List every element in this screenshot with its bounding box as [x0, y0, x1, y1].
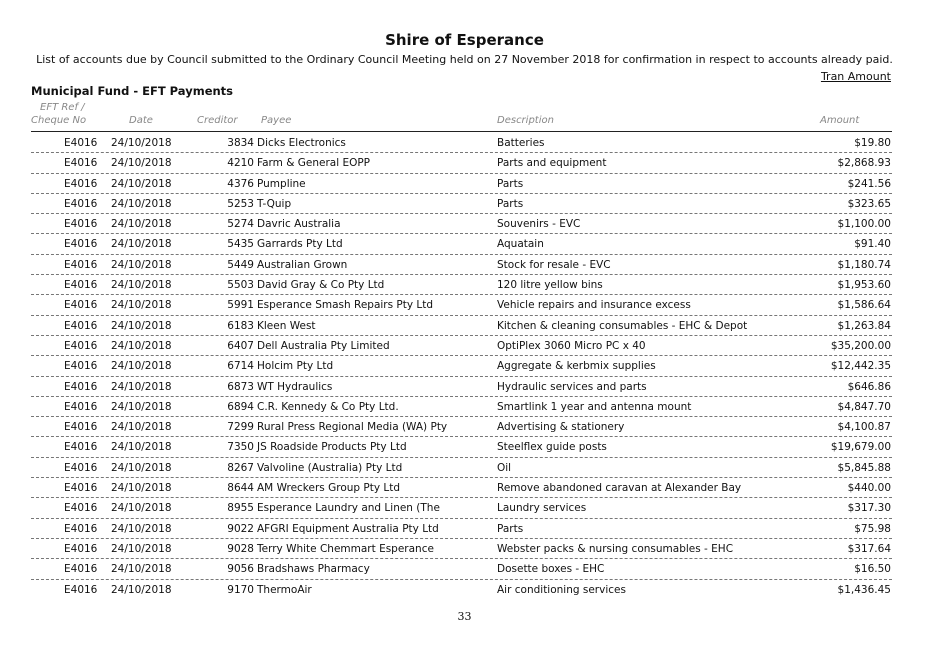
payee-cell: Dell Australia Pty Limited	[257, 339, 390, 352]
eft-ref-cell: E4016	[64, 502, 98, 515]
description-cell: Laundry services	[497, 502, 587, 515]
eft-ref-cell: E4016	[64, 299, 98, 312]
description-cell: Dosette boxes - EHC	[497, 563, 605, 576]
document-subtitle: List of accounts due by Council submitted to the Ordinary Council Meeting held on 27 November 2018 for confirmation in respect to accounts already paid.	[36, 53, 893, 66]
payee-cell: Rural Press Regional Media (WA) Pty	[257, 421, 448, 434]
creditor-cell: 5253	[227, 197, 254, 210]
description-cell: Kitchen & cleaning consumables - EHC & Depot	[497, 319, 748, 332]
eft-ref-cell: E4016	[64, 137, 98, 149]
date-cell: 24/10/2018	[111, 319, 172, 332]
creditor-cell: 8955	[227, 502, 254, 515]
payee-cell: Australian Grown	[257, 258, 348, 271]
creditor-cell: 6873	[227, 380, 254, 393]
eft-ref-cell: E4016	[64, 563, 98, 576]
table-row	[31, 316, 892, 336]
description-cell: Vehicle repairs and insurance excess	[497, 299, 691, 312]
eft-ref-cell: E4016	[64, 380, 98, 393]
amount-cell: $4,847.70	[837, 400, 891, 413]
payee-cell: Holcim Pty Ltd	[257, 360, 334, 373]
description-cell: Stock for resale - EVC	[497, 258, 611, 271]
table-row	[31, 377, 892, 397]
eft-ref-cell: E4016	[64, 177, 98, 190]
table-row	[31, 194, 892, 214]
description-cell: Souvenirs - EVC	[497, 218, 581, 231]
amount-cell: $1,436.45	[837, 583, 891, 596]
payee-cell: Garrards Pty Ltd	[257, 238, 343, 251]
date-cell: 24/10/2018	[111, 157, 172, 170]
table-row	[31, 174, 892, 194]
column-header-payee: Payee	[261, 115, 292, 126]
table-row	[31, 559, 892, 579]
date-cell: 24/10/2018	[111, 218, 172, 231]
creditor-cell: 5991	[227, 299, 254, 312]
amount-cell: $323.65	[847, 197, 891, 210]
payee-cell: Farm & General EOPP	[257, 157, 371, 170]
payee-cell: Valvoline (Australia) Pty Ltd	[257, 461, 403, 474]
table-row	[31, 397, 892, 417]
creditor-cell: 9056	[227, 563, 254, 576]
table-row	[31, 153, 892, 173]
date-cell: 24/10/2018	[111, 258, 172, 271]
amount-cell: $12,442.35	[830, 360, 891, 373]
payee-cell: JS Roadside Products Pty Ltd	[257, 441, 407, 454]
table-row	[31, 478, 892, 498]
creditor-cell: 9028	[227, 542, 254, 555]
creditor-cell: 5449	[227, 258, 254, 271]
payments-table	[31, 133, 892, 599]
amount-cell: $317.30	[847, 502, 891, 515]
payee-cell: Kleen West	[257, 319, 316, 332]
description-cell: Air conditioning services	[497, 583, 626, 596]
date-cell: 24/10/2018	[111, 238, 172, 251]
table-row	[31, 295, 892, 315]
fund-heading: Municipal Fund - EFT Payments	[31, 84, 234, 98]
amount-cell: $4,100.87	[837, 421, 891, 434]
eft-ref-cell: E4016	[64, 542, 98, 555]
eft-ref-cell: E4016	[64, 441, 98, 454]
amount-cell: $646.86	[847, 380, 891, 393]
amount-cell: $35,200.00	[830, 339, 891, 352]
table-row	[31, 356, 892, 376]
column-header-creditor: Creditor	[197, 115, 238, 126]
description-cell: Parts and equipment	[497, 157, 607, 170]
eft-ref-cell: E4016	[64, 258, 98, 271]
payee-cell: AFGRI Equipment Australia Pty Ltd	[257, 522, 439, 535]
table-row	[31, 336, 892, 356]
date-cell: 24/10/2018	[111, 421, 172, 434]
creditor-cell: 9022	[227, 522, 254, 535]
table-row	[31, 133, 892, 153]
table-row	[31, 234, 892, 254]
payee-cell: Esperance Smash Repairs Pty Ltd	[257, 299, 434, 312]
payee-cell: ThermoAir	[257, 583, 312, 596]
date-cell: 24/10/2018	[111, 177, 172, 190]
date-cell: 24/10/2018	[111, 441, 172, 454]
eft-ref-cell: E4016	[64, 522, 98, 535]
eft-ref-cell: E4016	[64, 238, 98, 251]
eft-ref-cell: E4016	[64, 197, 98, 210]
eft-ref-cell: E4016	[64, 421, 98, 434]
table-row	[31, 498, 892, 518]
payee-cell: Dicks Electronics	[257, 137, 346, 149]
creditor-cell: 5274	[227, 218, 254, 231]
amount-cell: $16.50	[854, 563, 891, 576]
payee-cell: Bradshaws Pharmacy	[257, 563, 370, 576]
description-cell: Advertising & stationery	[497, 421, 625, 434]
creditor-cell: 8267	[227, 461, 254, 474]
table-row	[31, 417, 892, 437]
eft-ref-cell: E4016	[64, 360, 98, 373]
amount-cell: $19.80	[854, 137, 891, 149]
payee-cell: Esperance Laundry and Linen (The	[257, 502, 440, 515]
date-cell: 24/10/2018	[111, 482, 172, 495]
table-row	[31, 539, 892, 559]
description-cell: Webster packs & nursing consumables - EHC	[497, 542, 734, 555]
column-header-ref-line2: Cheque No	[31, 115, 87, 126]
creditor-cell: 6407	[227, 339, 254, 352]
creditor-cell: 6183	[227, 319, 254, 332]
payee-cell: T-Quip	[257, 197, 292, 210]
eft-ref-cell: E4016	[64, 400, 98, 413]
amount-cell: $1,953.60	[837, 279, 891, 292]
description-cell: Steelflex guide posts	[497, 441, 607, 454]
date-cell: 24/10/2018	[111, 339, 172, 352]
amount-cell: $5,845.88	[837, 461, 891, 474]
date-cell: 24/10/2018	[111, 380, 172, 393]
description-cell: Parts	[497, 522, 524, 535]
creditor-cell: 7299	[227, 421, 254, 434]
creditor-cell: 8644	[227, 482, 254, 495]
creditor-cell: 6894	[227, 400, 254, 413]
tran-amount-label: Tran Amount	[820, 70, 891, 83]
amount-cell: $19,679.00	[830, 441, 891, 454]
amount-cell: $317.64	[847, 542, 891, 555]
table-row	[31, 458, 892, 478]
table-row	[31, 519, 892, 539]
payee-cell: WT Hydraulics	[257, 380, 333, 393]
date-cell: 24/10/2018	[111, 522, 172, 535]
creditor-cell: 4376	[227, 177, 254, 190]
table-row	[31, 580, 892, 599]
description-cell: Parts	[497, 177, 524, 190]
column-header-description: Description	[497, 115, 554, 126]
payee-cell: David Gray & Co Pty Ltd	[257, 279, 385, 292]
date-cell: 24/10/2018	[111, 461, 172, 474]
eft-ref-cell: E4016	[64, 339, 98, 352]
description-cell: Remove abandoned caravan at Alexander Bay	[497, 482, 742, 495]
date-cell: 24/10/2018	[111, 502, 172, 515]
date-cell: 24/10/2018	[111, 542, 172, 555]
amount-cell: $91.40	[854, 238, 891, 251]
date-cell: 24/10/2018	[111, 197, 172, 210]
date-cell: 24/10/2018	[111, 400, 172, 413]
amount-cell: $75.98	[854, 522, 891, 535]
column-header-amount: Amount	[820, 115, 860, 126]
date-cell: 24/10/2018	[111, 299, 172, 312]
payee-cell: AM Wreckers Group Pty Ltd	[257, 482, 401, 495]
table-row	[31, 437, 892, 457]
eft-ref-cell: E4016	[64, 279, 98, 292]
date-cell: 24/10/2018	[111, 583, 172, 596]
page-number: 33	[457, 610, 472, 623]
creditor-cell: 5503	[227, 279, 254, 292]
eft-ref-cell: E4016	[64, 482, 98, 495]
date-cell: 24/10/2018	[111, 360, 172, 373]
description-cell: Aggregate & kerbmix supplies	[497, 360, 656, 373]
description-cell: OptiPlex 3060 Micro PC x 40	[497, 339, 646, 352]
description-cell: Hydraulic services and parts	[497, 380, 647, 393]
date-cell: 24/10/2018	[111, 137, 172, 149]
table-row	[31, 214, 892, 234]
description-cell: Oil	[497, 461, 512, 474]
payee-cell: Davric Australia	[257, 218, 341, 231]
amount-cell: $1,100.00	[837, 218, 891, 231]
description-cell: Aquatain	[497, 238, 544, 251]
eft-ref-cell: E4016	[64, 583, 98, 596]
description-cell: Parts	[497, 197, 524, 210]
creditor-cell: 6714	[227, 360, 254, 373]
column-header-ref-line1: EFT Ref /	[40, 102, 85, 113]
table-row	[31, 275, 892, 295]
eft-ref-cell: E4016	[64, 461, 98, 474]
creditor-cell: 3834	[227, 137, 254, 149]
creditor-cell: 4210	[227, 157, 254, 170]
eft-ref-cell: E4016	[64, 319, 98, 332]
description-cell: Smartlink 1 year and antenna mount	[497, 400, 692, 413]
amount-cell: $241.56	[847, 177, 891, 190]
payee-cell: Terry White Chemmart Esperance	[257, 542, 434, 555]
amount-cell: $1,586.64	[837, 299, 891, 312]
date-cell: 24/10/2018	[111, 563, 172, 576]
payee-cell: C.R. Kennedy & Co Pty Ltd.	[257, 400, 399, 413]
creditor-cell: 9170	[227, 583, 254, 596]
column-header-date: Date	[129, 115, 153, 126]
date-cell: 24/10/2018	[111, 279, 172, 292]
creditor-cell: 5435	[227, 238, 254, 251]
creditor-cell: 7350	[227, 441, 254, 454]
eft-ref-cell: E4016	[64, 157, 98, 170]
amount-cell: $1,180.74	[837, 258, 891, 271]
description-cell: Batteries	[497, 137, 545, 149]
eft-ref-cell: E4016	[64, 218, 98, 231]
amount-cell: $2,868.93	[837, 157, 891, 170]
description-cell: 120 litre yellow bins	[497, 279, 603, 292]
payee-cell: Pumpline	[257, 177, 306, 190]
document-title: Shire of Esperance	[385, 31, 544, 49]
amount-cell: $440.00	[847, 482, 891, 495]
header-rule	[31, 131, 892, 132]
table-row	[31, 255, 892, 275]
amount-cell: $1,263.84	[837, 319, 891, 332]
